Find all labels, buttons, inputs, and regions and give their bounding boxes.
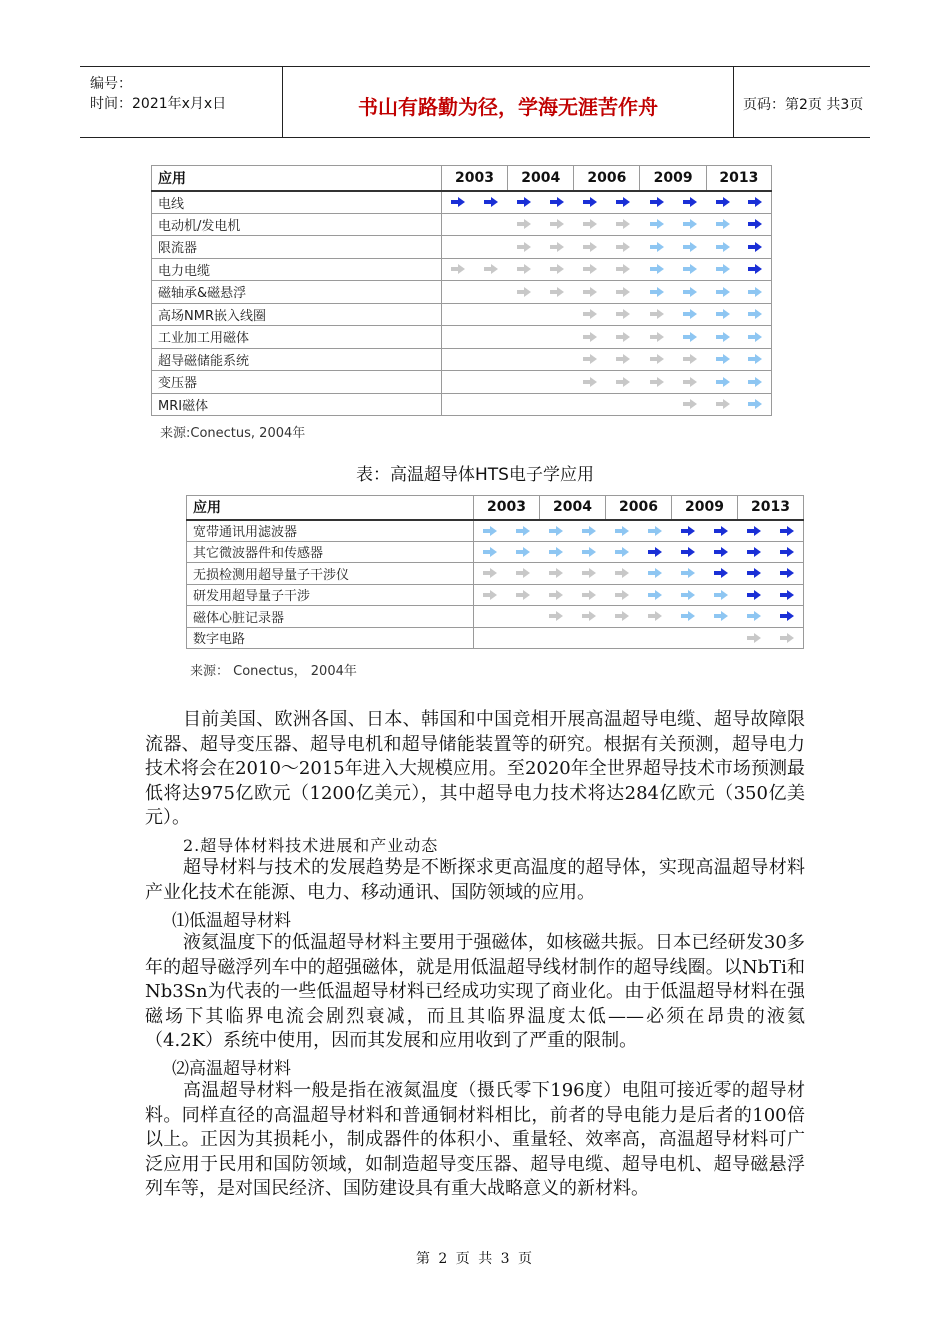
row-label: 电动机/发电机 (152, 213, 442, 236)
arrow-development-icon (607, 281, 640, 304)
empty-cell (474, 606, 507, 628)
arrow-development-icon (574, 281, 607, 304)
empty-cell (475, 348, 508, 371)
arrow-emerging-icon (673, 303, 706, 326)
arrow-development-icon (606, 563, 639, 585)
arrow-development-icon (574, 348, 607, 371)
arrow-commercial-icon (771, 541, 804, 563)
empty-cell (441, 213, 474, 236)
arrow-development-icon (573, 584, 606, 606)
paragraph-low-temp: 液氦温度下的低温超导材料主要用于强磁体，如核磁共振。日本已经研发30多年的超导磁浮列车中的超强磁体，就是用低温超导线材制作的超导线圈。以NbTi和Nb3Sn为代表的一些低温超导材料已经成功实现了商业化。由于低温超导材料在强磁场下其临界电流会剧烈衰减，而且其临界温度太低——必须在昂贵的液氦（4.2K）系统中使用，因而其发展和应用收到了严重的限制。 (145, 932, 805, 1051)
table1-source: 来源:Conectus, 2004年 (160, 426, 306, 441)
empty-cell (639, 627, 672, 649)
arrow-development-icon (607, 258, 640, 281)
arrow-development-icon (574, 236, 607, 259)
table2-source: 来源： Conectus， 2004年 (190, 664, 357, 679)
arrow-development-icon (574, 326, 607, 349)
number-label: 编号： (90, 76, 132, 92)
arrow-development-icon (673, 393, 706, 416)
arrow-emerging-icon (705, 584, 738, 606)
page-header (80, 66, 870, 138)
empty-cell (441, 393, 474, 416)
arrow-emerging-icon (672, 584, 705, 606)
arrow-commercial-icon (441, 191, 474, 214)
arrow-emerging-icon (639, 520, 672, 542)
arrow-commercial-icon (738, 541, 771, 563)
arrow-development-icon (574, 213, 607, 236)
arrow-development-icon (574, 258, 607, 281)
hts-power-applications-table (151, 165, 772, 416)
row-label: 变压器 (152, 371, 442, 394)
table-row (152, 258, 772, 281)
arrow-development-icon (607, 236, 640, 259)
arrow-development-icon (738, 627, 771, 649)
empty-cell (574, 393, 607, 416)
arrow-commercial-icon (475, 191, 508, 214)
arrow-development-icon (771, 627, 804, 649)
arrow-commercial-icon (771, 520, 804, 542)
arrow-development-icon (474, 584, 507, 606)
arrow-commercial-icon (706, 191, 739, 214)
table-row (187, 563, 804, 585)
empty-cell (475, 393, 508, 416)
arrow-commercial-icon (771, 563, 804, 585)
arrow-development-icon (640, 371, 673, 394)
table-row (152, 281, 772, 304)
table-row (152, 393, 772, 416)
empty-cell (541, 303, 574, 326)
empty-cell (607, 393, 640, 416)
arrow-emerging-icon (640, 258, 673, 281)
arrow-commercial-icon (673, 191, 706, 214)
table2-year-2013: 2013 (738, 496, 804, 520)
arrow-emerging-icon (705, 606, 738, 628)
empty-cell (541, 326, 574, 349)
arrow-emerging-icon (640, 213, 673, 236)
table1-year-2004: 2004 (508, 166, 574, 191)
paragraph-high-temp: 高温超导材料一般是指在液氮温度（摄氏零下196度）电阻可接近零的超导材料。同样直径的高温超导材料和普通铜材料相比，前者的导电能力是后者的100倍以上。正因为其损耗小，制成器件的体积小、重量轻、效率高，高温超导材料可广泛应用于民用和国防领域，如制造超导变压器、超导电缆、超导电机、超导磁悬浮列车等，是对国民经济、国防建设具有重大战略意义的新材料。 (145, 1080, 805, 1199)
row-label: 电力电缆 (152, 258, 442, 281)
table-row (187, 627, 804, 649)
arrow-emerging-icon (739, 348, 771, 371)
arrow-development-icon (673, 371, 706, 394)
table-row (152, 213, 772, 236)
arrow-development-icon (607, 303, 640, 326)
table1-year-2003: 2003 (441, 166, 507, 191)
arrow-commercial-icon (639, 541, 672, 563)
paragraph-market-outlook: 目前美国、欧洲各国、日本、韩国和中国竞相开展高温超导电缆、超导故障限流器、超导变压器、超导电机和超导储能装置等的研究。根据有关预测，超导电力技术将会在2010～2015年进入大规模应用。至2020年全世界超导技术市场预测最低将达975亿欧元（1200亿美元），其中超导电力技术将达284亿欧元（350亿美元）。 (145, 709, 805, 828)
arrow-commercial-icon (705, 541, 738, 563)
arrow-emerging-icon (474, 520, 507, 542)
table-row (152, 303, 772, 326)
row-label: 限流器 (152, 236, 442, 259)
paragraph-development-trend: 超导材料与技术的发展趋势是不断探求更高温度的超导体，实现高温超导材料产业化技术在能源、电力、移动通讯、国防领域的应用。 (145, 857, 805, 903)
row-label: 研发用超导量子干涉 (187, 584, 474, 606)
arrow-emerging-icon (606, 541, 639, 563)
motto: 书山有路勤为径，学海无涯苦作舟 (358, 95, 658, 119)
subheading-high-temp: ⑵高温超导材料 (172, 1059, 291, 1079)
arrow-emerging-icon (673, 213, 706, 236)
table-row (187, 520, 804, 542)
arrow-emerging-icon (739, 281, 771, 304)
arrow-emerging-icon (640, 281, 673, 304)
row-label: 其它微波器件和传感器 (187, 541, 474, 563)
arrow-commercial-icon (738, 563, 771, 585)
arrow-emerging-icon (706, 213, 739, 236)
hts-electronics-applications-table (186, 495, 804, 649)
empty-cell (541, 348, 574, 371)
arrow-commercial-icon (640, 191, 673, 214)
arrow-commercial-icon (771, 584, 804, 606)
row-label: 宽带通讯用滤波器 (187, 520, 474, 542)
empty-cell (475, 281, 508, 304)
arrow-emerging-icon (640, 236, 673, 259)
row-label: 超导磁储能系统 (152, 348, 442, 371)
arrow-development-icon (607, 326, 640, 349)
arrow-emerging-icon (706, 281, 739, 304)
date-label: 时间：2021年x月x日 (90, 96, 227, 112)
empty-cell (475, 303, 508, 326)
empty-cell (441, 236, 474, 259)
arrow-development-icon (540, 606, 573, 628)
arrow-development-icon (607, 213, 640, 236)
arrow-development-icon (640, 326, 673, 349)
empty-cell (475, 326, 508, 349)
arrow-commercial-icon (738, 584, 771, 606)
page-footer: 第 2 页 共 3 页 (415, 1251, 535, 1267)
empty-cell (606, 627, 639, 649)
empty-cell (508, 348, 541, 371)
empty-cell (705, 627, 738, 649)
empty-cell (541, 393, 574, 416)
header-meta (80, 67, 282, 137)
arrow-emerging-icon (706, 348, 739, 371)
empty-cell (441, 371, 474, 394)
arrow-emerging-icon (672, 563, 705, 585)
page-info: 页码：第2页 共3页 (743, 97, 864, 113)
empty-cell (441, 348, 474, 371)
arrow-commercial-icon (739, 213, 771, 236)
table-row (152, 326, 772, 349)
arrow-commercial-icon (508, 191, 541, 214)
table1-header-application: 应用 (152, 166, 442, 191)
arrow-commercial-icon (574, 191, 607, 214)
empty-cell (441, 303, 474, 326)
arrow-emerging-icon (540, 520, 573, 542)
table-row (187, 541, 804, 563)
arrow-emerging-icon (739, 303, 771, 326)
table-row (152, 348, 772, 371)
empty-cell (508, 393, 541, 416)
arrow-development-icon (541, 281, 574, 304)
arrow-development-icon (607, 371, 640, 394)
header-page-cell (733, 67, 870, 137)
arrow-development-icon (474, 563, 507, 585)
table1-year-2009: 2009 (640, 166, 706, 191)
empty-cell (441, 281, 474, 304)
arrow-emerging-icon (738, 606, 771, 628)
arrow-development-icon (508, 258, 541, 281)
arrow-commercial-icon (771, 606, 804, 628)
arrow-development-icon (606, 606, 639, 628)
arrow-development-icon (574, 371, 607, 394)
arrow-development-icon (508, 281, 541, 304)
table-row (187, 584, 804, 606)
arrow-emerging-icon (507, 520, 540, 542)
arrow-emerging-icon (739, 393, 771, 416)
empty-cell (508, 371, 541, 394)
arrow-development-icon (508, 236, 541, 259)
arrow-development-icon (574, 303, 607, 326)
arrow-development-icon (640, 303, 673, 326)
arrow-emerging-icon (606, 520, 639, 542)
arrow-emerging-icon (673, 326, 706, 349)
empty-cell (474, 627, 507, 649)
row-label: 高场NMR嵌入线圈 (152, 303, 442, 326)
arrow-development-icon (540, 584, 573, 606)
empty-cell (475, 236, 508, 259)
table-row (152, 236, 772, 259)
arrow-development-icon (441, 258, 474, 281)
row-label: 磁体心脏记录器 (187, 606, 474, 628)
arrow-emerging-icon (573, 520, 606, 542)
arrow-development-icon (507, 563, 540, 585)
arrow-emerging-icon (739, 371, 771, 394)
empty-cell (508, 303, 541, 326)
empty-cell (640, 393, 673, 416)
arrow-emerging-icon (706, 326, 739, 349)
arrow-development-icon (573, 606, 606, 628)
empty-cell (507, 606, 540, 628)
table2-caption: 表：高温超导体HTS电子学应用 (356, 465, 594, 485)
arrow-development-icon (475, 258, 508, 281)
table2-header-application: 应用 (187, 496, 474, 520)
arrow-emerging-icon (507, 541, 540, 563)
arrow-commercial-icon (739, 236, 771, 259)
arrow-emerging-icon (673, 258, 706, 281)
empty-cell (441, 326, 474, 349)
arrow-emerging-icon (706, 371, 739, 394)
table2-year-2003: 2003 (474, 496, 540, 520)
section-heading-2: 2.超导体材料技术进展和产业动态 (183, 836, 439, 855)
arrow-commercial-icon (607, 191, 640, 214)
row-label: 数字电路 (187, 627, 474, 649)
empty-cell (672, 627, 705, 649)
arrow-emerging-icon (739, 326, 771, 349)
table1-year-2013: 2013 (706, 166, 771, 191)
empty-cell (541, 371, 574, 394)
table-row (152, 191, 772, 214)
arrow-development-icon (706, 393, 739, 416)
arrow-commercial-icon (541, 191, 574, 214)
empty-cell (507, 627, 540, 649)
arrow-emerging-icon (673, 236, 706, 259)
arrow-emerging-icon (639, 584, 672, 606)
arrow-development-icon (541, 258, 574, 281)
arrow-development-icon (541, 213, 574, 236)
arrow-commercial-icon (738, 520, 771, 542)
arrow-emerging-icon (573, 541, 606, 563)
table-row (152, 371, 772, 394)
arrow-emerging-icon (639, 563, 672, 585)
row-label: 无损检测用超导量子干涉仪 (187, 563, 474, 585)
empty-cell (508, 326, 541, 349)
row-label: 工业加工用磁体 (152, 326, 442, 349)
arrow-commercial-icon (672, 541, 705, 563)
arrow-commercial-icon (672, 520, 705, 542)
row-label: 磁轴承&磁悬浮 (152, 281, 442, 304)
arrow-emerging-icon (540, 541, 573, 563)
arrow-development-icon (607, 348, 640, 371)
arrow-development-icon (541, 236, 574, 259)
empty-cell (573, 627, 606, 649)
arrow-development-icon (639, 606, 672, 628)
table2-year-2004: 2004 (540, 496, 606, 520)
arrow-development-icon (573, 563, 606, 585)
arrow-emerging-icon (672, 606, 705, 628)
header-motto-cell (282, 67, 734, 137)
arrow-development-icon (507, 584, 540, 606)
empty-cell (475, 213, 508, 236)
table1-year-2006: 2006 (574, 166, 640, 191)
arrow-commercial-icon (705, 563, 738, 585)
arrow-development-icon (606, 584, 639, 606)
arrow-development-icon (673, 348, 706, 371)
arrow-emerging-icon (706, 303, 739, 326)
row-label: 电线 (152, 191, 442, 214)
table2-year-2006: 2006 (606, 496, 672, 520)
empty-cell (475, 371, 508, 394)
table-row (187, 606, 804, 628)
empty-cell (540, 627, 573, 649)
arrow-development-icon (508, 213, 541, 236)
arrow-emerging-icon (673, 281, 706, 304)
subheading-low-temp: ⑴低温超导材料 (172, 911, 291, 931)
arrow-commercial-icon (705, 520, 738, 542)
arrow-emerging-icon (706, 236, 739, 259)
arrow-development-icon (540, 563, 573, 585)
arrow-emerging-icon (706, 258, 739, 281)
arrow-development-icon (640, 348, 673, 371)
row-label: MRI磁体 (152, 393, 442, 416)
table2-year-2009: 2009 (672, 496, 738, 520)
arrow-commercial-icon (739, 258, 771, 281)
arrow-emerging-icon (474, 541, 507, 563)
arrow-commercial-icon (739, 191, 771, 214)
